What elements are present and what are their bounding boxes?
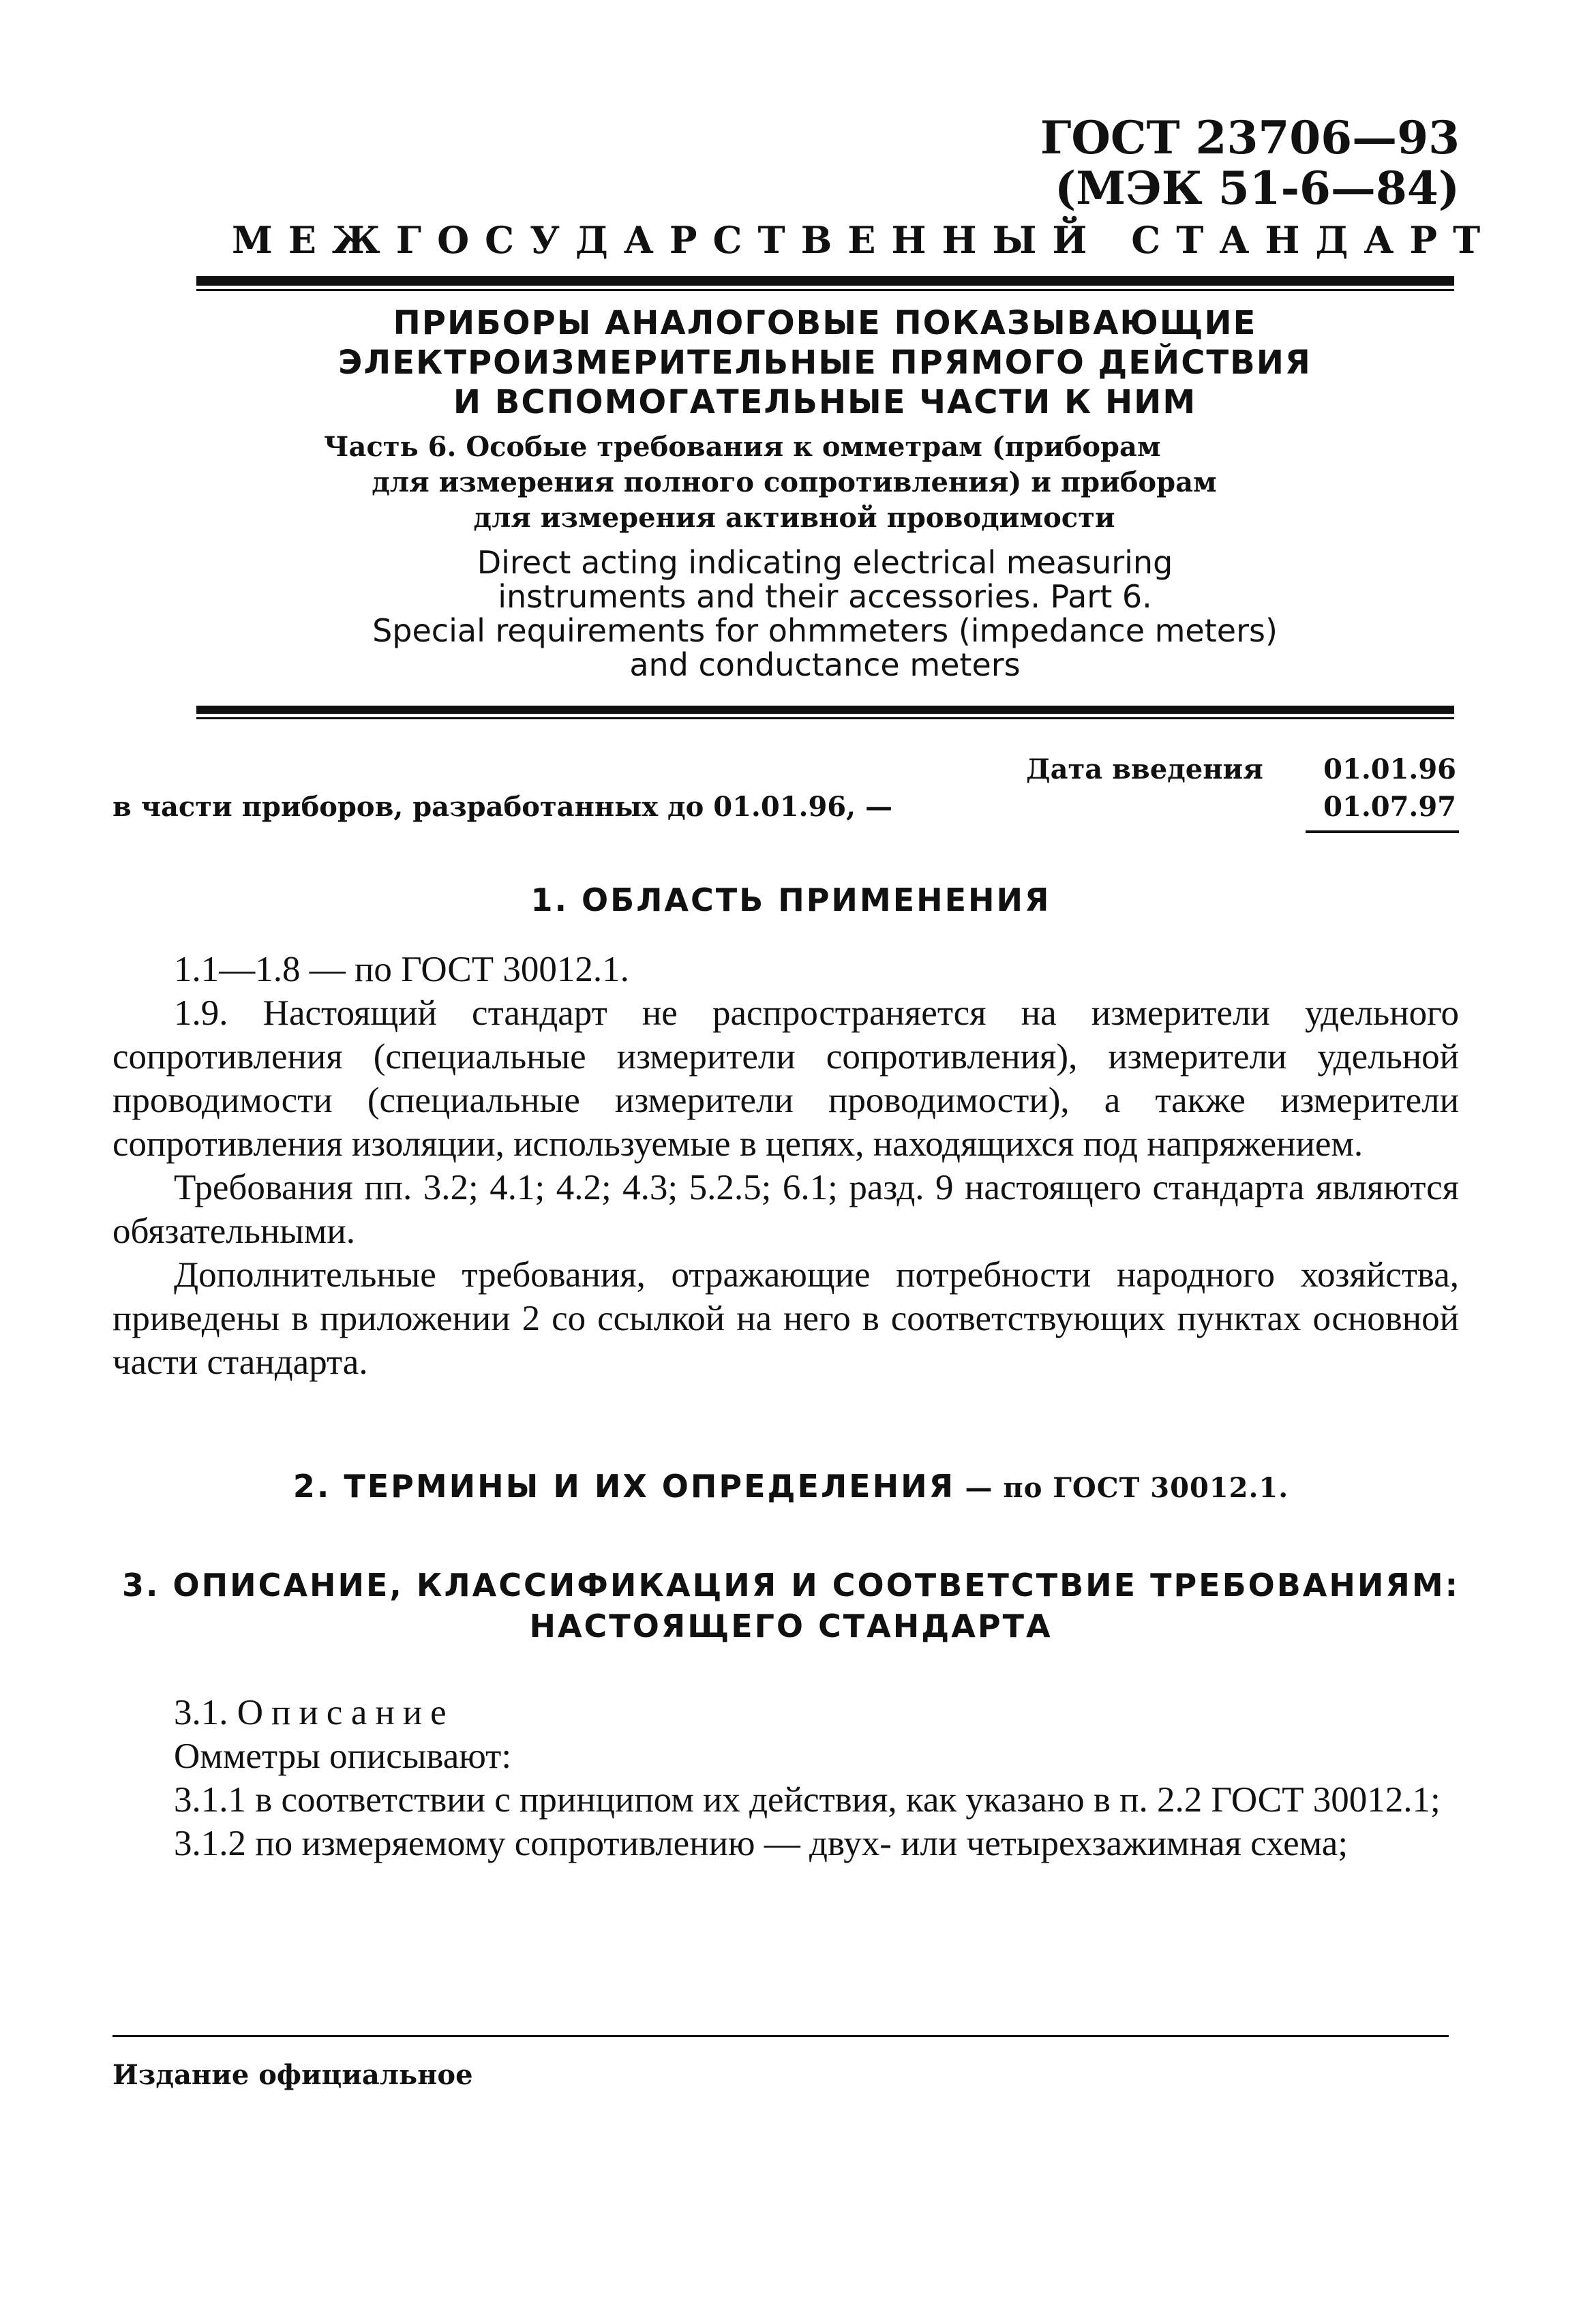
paragraph-1-9: 1.9. Настоящий стандарт не распространяется на измерители удельного сопротивления (специальные измерители сопротивления), измерители удельной проводимости (специальные измерители проводимости), а также измерители сопротивления изоляции, используемые в цепях, находящихся под напряжением. — [112, 993, 1459, 1164]
item-3-1-2: 3.1.2 по измеряемому сопротивлению — двух- или четырехзажимная схема; — [174, 1824, 1349, 1863]
english-line: and conductance meters — [629, 646, 1021, 683]
title-line: И ВСПОМОГАТЕЛЬНЫЕ ЧАСТИ К НИМ — [453, 383, 1197, 421]
section-1-heading: 1. ОБЛАСТЬ ПРИМЕНЕНИЯ — [530, 882, 1051, 918]
item-3-1-1: 3.1.1 в соответствии с принципом их действия, как указано в п. 2.2 ГОСТ 30012.1; — [174, 1780, 1441, 1820]
introduction-date-alt: 01.07.97 — [1323, 791, 1456, 823]
part-line: для измерения активной проводимости — [473, 502, 1115, 534]
subsection-title: Описание — [237, 1693, 455, 1732]
english-line: Special requirements for ohmmeters (impedance meters) — [372, 612, 1278, 649]
gost-designation — [1040, 112, 1460, 213]
edition-note: Издание официальное — [112, 2059, 473, 2091]
subsection-3-1 — [112, 1691, 1459, 1734]
introduction-date-label: Дата введения — [1026, 753, 1263, 785]
section-1-body — [112, 948, 1459, 1384]
title-part — [324, 430, 1265, 536]
title-line: ЭЛЕКТРОИЗМЕРИТЕЛЬНЫЕ ПРЯМОГО ДЕЙСТВИЯ — [338, 344, 1312, 382]
title-russian — [177, 303, 1473, 422]
part-line: Часть 6. Особые требования к омметрам (приборам — [324, 431, 1161, 463]
subsection-intro: Омметры описывают: — [174, 1736, 512, 1776]
subsection-number: 3.1. — [174, 1693, 228, 1732]
section-2-heading — [102, 1466, 1479, 1509]
header-rule-thick — [196, 276, 1454, 286]
paragraph-additional: Дополнительные требования, отражающие потребности народного хозяйства, приведены в приложении 2 со ссылкой на него в соответствующих пунктах основной части стандарта. — [112, 1255, 1459, 1382]
paragraph-mandatory: Требования пп. 3.2; 4.1; 4.2; 4.3; 5.2.5; 6.1; разд. 9 настоящего стандарта являются обязательными. — [112, 1168, 1459, 1251]
english-line: instruments and their accessories. Part 6. — [498, 578, 1152, 615]
footer-rule — [112, 2035, 1449, 2037]
iec-number: (МЭК 51-6—84) — [1054, 162, 1460, 215]
section-3-body — [112, 1691, 1459, 1865]
paragraph-1-1: 1.1—1.8 — по ГОСТ 30012.1. — [174, 950, 629, 989]
gost-number: ГОСТ 23706—93 — [1040, 111, 1460, 164]
title-english — [177, 545, 1473, 682]
section-3-heading — [102, 1565, 1479, 1646]
title-rule-thin — [196, 717, 1454, 719]
english-line: Direct acting indicating electrical measuring — [477, 544, 1173, 581]
date-underline — [1306, 830, 1459, 833]
section-2-title: 2. ТЕРМИНЫ И ИХ ОПРЕДЕЛЕНИЯ — [292, 1468, 955, 1505]
header-rule-thin — [196, 289, 1454, 291]
part-line: для измерения полного сопротивления) и приборам — [372, 466, 1217, 498]
section-2-reference: — по ГОСТ 30012.1. — [965, 1472, 1289, 1504]
introduction-date: 01.01.96 — [1323, 753, 1456, 785]
introduction-date-note: в части приборов, разработанных до 01.01.96, — — [112, 791, 892, 823]
section-3-heading-line: 3. ОПИСАНИЕ, КЛАССИФИКАЦИЯ И СООТВЕТСТВИЕ ТРЕБОВАНИЯМ: — [122, 1567, 1460, 1604]
title-line: ПРИБОРЫ АНАЛОГОВЫЕ ПОКАЗЫВАЮЩИЕ — [393, 304, 1257, 342]
section-3-heading-line: НАСТОЯЩЕГО СТАНДАРТА — [529, 1608, 1053, 1644]
title-rule-thick — [196, 706, 1454, 714]
standard-type: МЕЖГОСУДАРСТВЕННЫЙ СТАНДАРТ — [232, 218, 1496, 262]
